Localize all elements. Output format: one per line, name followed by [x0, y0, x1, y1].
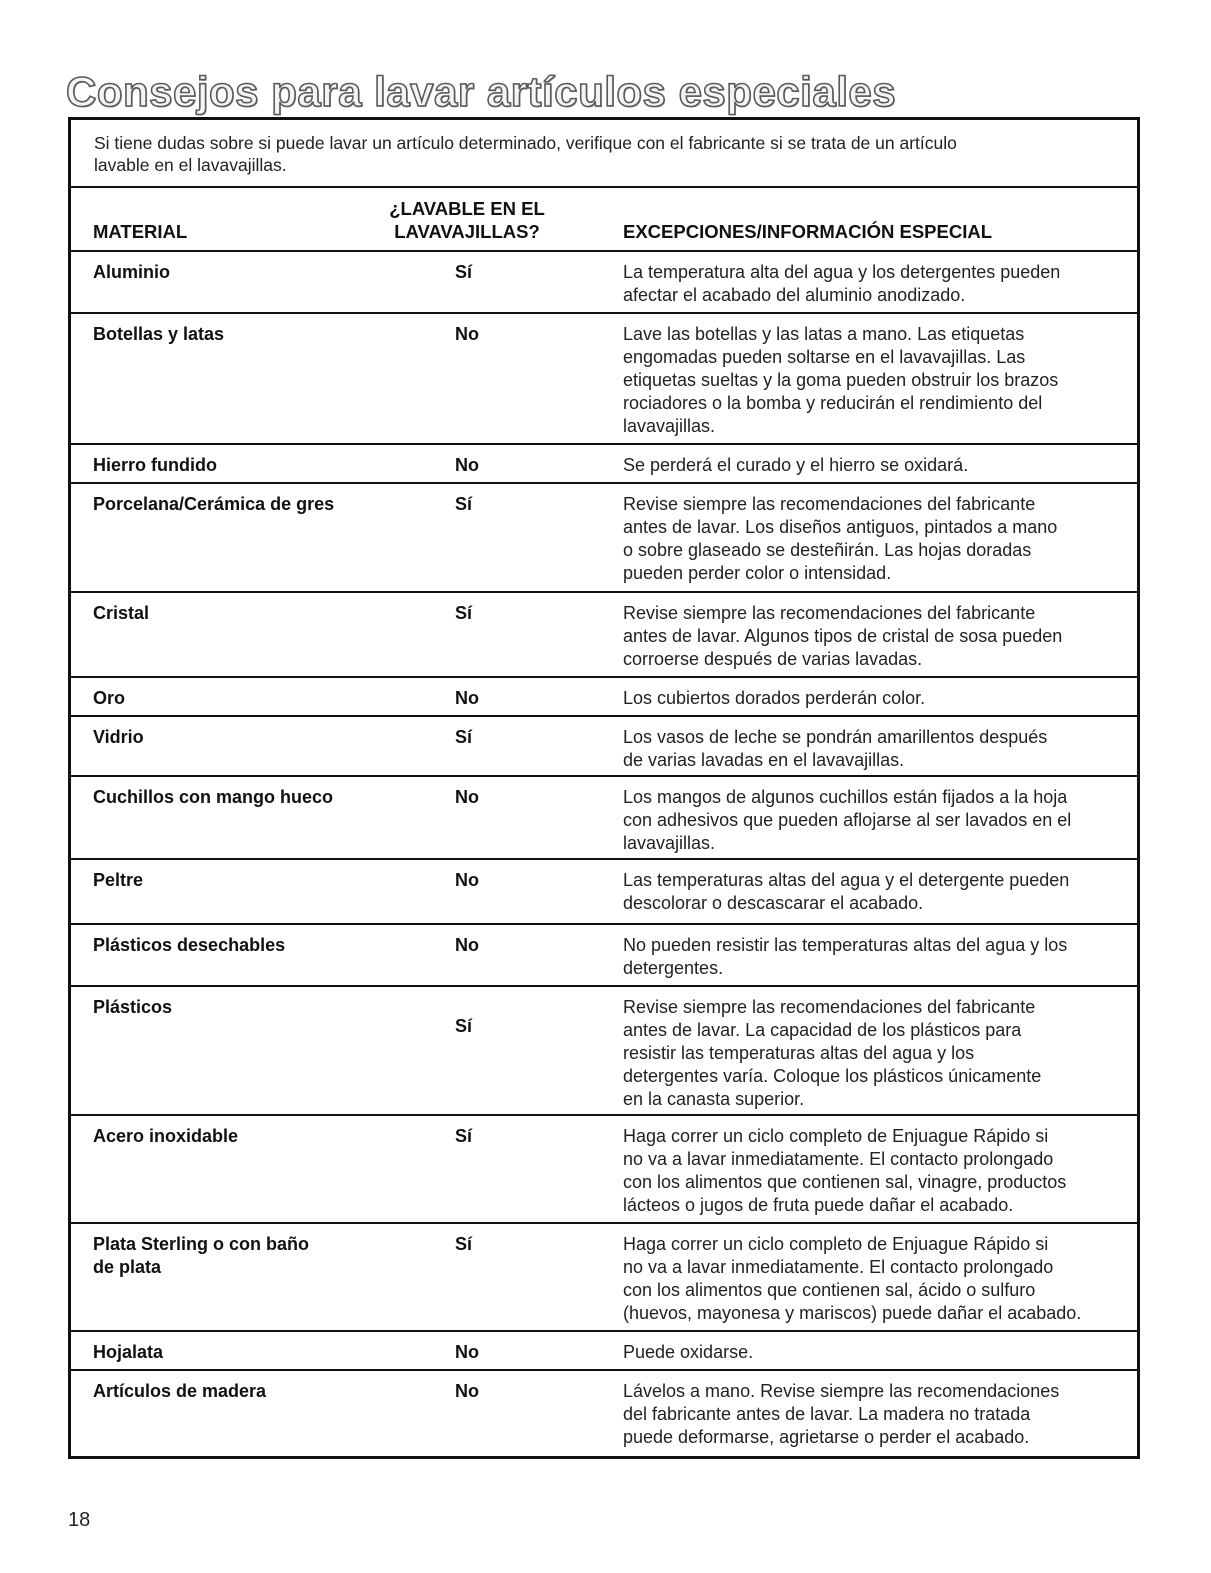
row-material	[93, 261, 423, 284]
info-line: (huevos, mayonesa y mariscos) puede dañar el acabado.	[623, 1303, 1082, 1323]
row-info	[623, 934, 1143, 980]
material-line: Vidrio	[93, 727, 144, 747]
info-line: Puede oxidarse.	[623, 1342, 754, 1362]
material-line: Hojalata	[93, 1342, 164, 1362]
row-divider	[71, 1222, 1137, 1224]
header-info: EXCEPCIONES/INFORMACIÓN ESPECIAL	[623, 221, 993, 242]
row-material	[93, 687, 423, 710]
row-info	[623, 996, 1143, 1111]
row-divider	[71, 985, 1137, 987]
row-material	[93, 454, 423, 477]
row-material	[93, 786, 423, 809]
row-info	[623, 1125, 1143, 1217]
info-line: antes de lavar. Algunos tipos de cristal de sosa pueden	[623, 626, 1063, 646]
material-line: Cristal	[93, 603, 150, 623]
info-line: corroerse después de varias lavadas.	[623, 649, 923, 669]
info-line: rociadores o la bomba y reducirán el rendimiento del	[623, 393, 1043, 413]
info-line: o sobre glaseado se desteñirán. Las hojas doradas	[623, 540, 1032, 560]
special-items-table	[68, 117, 1140, 1459]
row-washable: No	[455, 935, 479, 955]
row-washable: No	[455, 870, 479, 890]
info-line: antes de lavar. Los diseños antiguos, pintados a mano	[623, 517, 1058, 537]
row-material	[93, 1125, 423, 1148]
row-washable: Sí	[455, 262, 473, 282]
info-line: en la canasta superior.	[623, 1089, 805, 1109]
info-line: no va a lavar inmediatamente. El contacto prolongado	[623, 1257, 1054, 1277]
row-material	[93, 323, 423, 346]
row-material	[93, 1233, 423, 1279]
row-divider	[71, 775, 1137, 777]
info-line: no va a lavar inmediatamente. El contacto prolongado	[623, 1149, 1054, 1169]
header-washable-line: LAVAVAJILLAS?	[394, 221, 540, 242]
page-title: Consejos para lavar artículos especiales	[66, 68, 897, 115]
info-line: puede deformarse, agrietarse o perder el acabado.	[623, 1427, 1030, 1447]
info-line: Los vasos de leche se pondrán amarillentos después	[623, 727, 1048, 747]
material-line: Plásticos	[93, 997, 173, 1017]
header-washable	[367, 197, 567, 243]
info-line: etiquetas sueltas y la goma pueden obstruir los brazos	[623, 370, 1059, 390]
row-divider	[71, 443, 1137, 445]
row-washable: No	[455, 1381, 479, 1401]
info-line: engomadas pueden soltarse en el lavavajillas. Las	[623, 347, 1026, 367]
material-line: Cuchillos con mango hueco	[93, 787, 334, 807]
row-info	[623, 786, 1143, 855]
row-material	[93, 1380, 423, 1403]
header-material: MATERIAL	[93, 221, 188, 242]
row-material	[93, 934, 423, 957]
row-info	[623, 454, 1143, 477]
row-washable: No	[455, 455, 479, 475]
row-washable: No	[455, 688, 479, 708]
row-info	[623, 261, 1143, 307]
row-info	[623, 323, 1143, 438]
material-line: Artículos de madera	[93, 1381, 267, 1401]
row-divider	[71, 250, 1137, 252]
info-line: detergentes.	[623, 958, 724, 978]
intro-line: lavable en el lavavajillas.	[94, 155, 287, 175]
material-line: Acero inoxidable	[93, 1126, 239, 1146]
info-line: No pueden resistir las temperaturas altas del agua y los	[623, 935, 1068, 955]
row-washable: No	[455, 1342, 479, 1362]
row-info	[623, 1233, 1143, 1325]
row-material	[93, 869, 423, 892]
row-divider	[71, 1114, 1137, 1116]
row-divider	[71, 923, 1137, 925]
material-line: Plásticos desechables	[93, 935, 286, 955]
material-line: Hierro fundido	[93, 455, 217, 475]
row-divider	[71, 312, 1137, 314]
info-line: descolorar o descascarar el acabado.	[623, 893, 924, 913]
info-line: lavavajillas.	[623, 416, 716, 436]
material-line: Peltre	[93, 870, 144, 890]
row-info	[623, 687, 1143, 710]
row-washable: Sí	[455, 603, 473, 623]
info-line: Revise siempre las recomendaciones del fabricante	[623, 603, 1036, 623]
row-material	[93, 493, 423, 516]
info-line: Los cubiertos dorados perderán color.	[623, 688, 926, 708]
material-line: de plata	[93, 1257, 162, 1277]
info-line: Revise siempre las recomendaciones del fabricante	[623, 997, 1036, 1017]
info-line: Revise siempre las recomendaciones del fabricante	[623, 494, 1036, 514]
info-line: con los alimentos que contienen sal, vinagre, productos	[623, 1172, 1067, 1192]
row-divider	[71, 858, 1137, 860]
row-material	[93, 602, 423, 625]
info-line: con adhesivos que pueden aflojarse al ser lavados en el	[623, 810, 1072, 830]
intro-line: Si tiene dudas sobre si puede lavar un artículo determinado, verifique con el fabricante si se trata de un artículo	[94, 133, 957, 153]
row-divider	[71, 676, 1137, 678]
info-line: Lávelos a mano. Revise siempre las recomendaciones	[623, 1381, 1060, 1401]
row-divider	[71, 715, 1137, 717]
material-line: Porcelana/Cerámica de gres	[93, 494, 335, 514]
info-line: Lave las botellas y las latas a mano. Las etiquetas	[623, 324, 1025, 344]
row-info	[623, 1380, 1143, 1449]
row-material	[93, 726, 423, 749]
row-washable: Sí	[455, 727, 473, 747]
material-line: Oro	[93, 688, 126, 708]
info-line: detergentes varía. Coloque los plásticos únicamente	[623, 1066, 1042, 1086]
row-washable: Sí	[455, 494, 473, 514]
info-line: La temperatura alta del agua y los detergentes pueden	[623, 262, 1061, 282]
header-washable-line: ¿LAVABLE EN EL	[389, 198, 545, 219]
info-line: Haga correr un ciclo completo de Enjuague Rápido si	[623, 1234, 1049, 1254]
row-divider	[71, 1369, 1137, 1371]
info-line: lavavajillas.	[623, 833, 716, 853]
info-line: Las temperaturas altas del agua y el detergente pueden	[623, 870, 1070, 890]
intro-text	[94, 132, 1104, 176]
row-info	[623, 493, 1143, 585]
material-line: Plata Sterling o con baño	[93, 1234, 310, 1254]
material-line: Botellas y latas	[93, 324, 225, 344]
row-washable: Sí	[455, 1234, 473, 1254]
info-line: afectar el acabado del aluminio anodizado.	[623, 285, 966, 305]
info-line: de varias lavadas en el lavavajillas.	[623, 750, 905, 770]
info-line: resistir las temperaturas altas del agua y los	[623, 1043, 975, 1063]
page-number: 18	[68, 1509, 91, 1531]
row-material	[93, 1341, 423, 1364]
row-info	[623, 1341, 1143, 1364]
row-washable: Sí	[455, 1126, 473, 1146]
row-info	[623, 869, 1143, 915]
row-material	[93, 996, 423, 1019]
material-line: Aluminio	[93, 262, 170, 282]
row-info	[623, 602, 1143, 671]
info-line: Se perderá el curado y el hierro se oxidará.	[623, 455, 969, 475]
intro-divider	[71, 186, 1137, 188]
row-divider	[71, 482, 1137, 484]
info-line: lácteos o jugos de fruta puede dañar el acabado.	[623, 1195, 1014, 1215]
info-line: con los alimentos que contienen sal, ácido o sulfuro	[623, 1280, 1036, 1300]
info-line: del fabricante antes de lavar. La madera no tratada	[623, 1404, 1031, 1424]
info-line: Los mangos de algunos cuchillos están fijados a la hoja	[623, 787, 1068, 807]
info-line: Haga correr un ciclo completo de Enjuague Rápido si	[623, 1126, 1049, 1146]
row-divider	[71, 1330, 1137, 1332]
row-washable: Sí	[455, 1016, 473, 1036]
row-info	[623, 726, 1143, 772]
info-line: pueden perder color o intensidad.	[623, 563, 892, 583]
row-divider	[71, 591, 1137, 593]
row-washable: No	[455, 787, 479, 807]
row-washable: No	[455, 324, 479, 344]
info-line: antes de lavar. La capacidad de los plásticos para	[623, 1020, 1022, 1040]
